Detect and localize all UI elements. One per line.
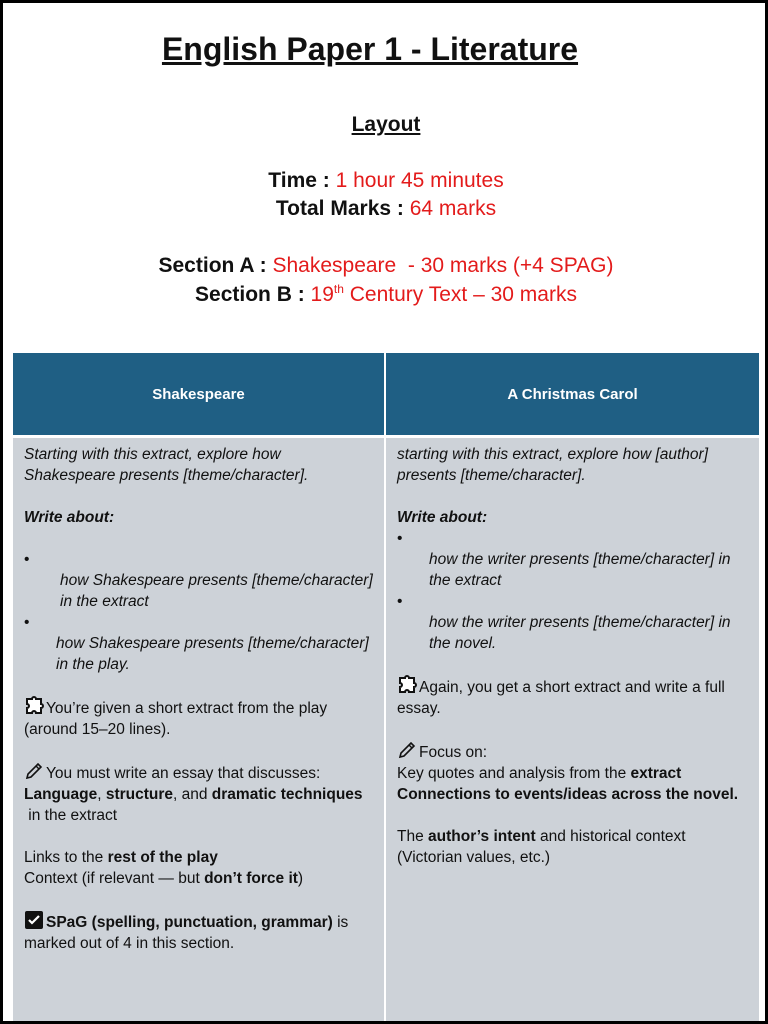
shakespeare-bullet-2: how Shakespeare presents [theme/character] in the play. xyxy=(56,635,369,673)
christmas-carol-cell xyxy=(397,444,753,868)
section-b-number: 19 xyxy=(310,283,334,306)
page-title: English Paper 1 - Literature xyxy=(161,31,579,67)
key-prefix: Key quotes and analysis from the xyxy=(397,765,631,782)
puzzle-text: You’re given a short extract from the play (around 15–20 lines). xyxy=(24,700,328,738)
pencil-text: You must write an essay that discusses: xyxy=(46,765,321,782)
total-marks-label: Total Marks : xyxy=(275,197,404,220)
carol-extract-note xyxy=(397,675,753,719)
context-line xyxy=(24,868,376,889)
context-bold: don’t force it xyxy=(204,870,298,887)
pencil-icon xyxy=(397,740,419,760)
techniques-line xyxy=(24,784,376,826)
shakespeare-cell xyxy=(24,444,376,954)
key-bold: extract xyxy=(630,765,682,782)
checkmark-icon xyxy=(24,910,46,930)
total-marks-value: 64 marks xyxy=(409,197,497,220)
carol-focus xyxy=(397,740,753,763)
section-b-text: Century Text – 30 marks xyxy=(343,283,577,306)
structure-term: structure xyxy=(105,786,174,803)
puzzle-icon xyxy=(397,675,419,695)
spag-note xyxy=(24,910,376,954)
intent-rest: and historical context (Victorian values, etc.) xyxy=(397,828,686,866)
context-prefix: Context (if relevant — but xyxy=(24,870,205,887)
spag-rest: is marked out of 4 in this section. xyxy=(24,914,349,952)
column-divider xyxy=(384,353,386,1023)
section-b-suffix: th xyxy=(333,282,344,296)
dramatic-term: dramatic techniques xyxy=(211,786,363,803)
intent-prefix: The xyxy=(397,828,429,845)
total-marks-line xyxy=(3,197,768,221)
time-line xyxy=(3,169,768,193)
bullet-marker: • xyxy=(397,593,403,610)
carol-bullet-2: how the writer presents [theme/character] in the novel. xyxy=(429,614,731,652)
shakespeare-intro: Starting with this extract, explore how Shakespeare presents [theme/character]. xyxy=(24,446,309,484)
intent-line xyxy=(397,826,753,868)
spag-bold: SPaG (spelling, punctuation, grammar) xyxy=(46,914,333,931)
language-term: Language xyxy=(24,786,98,803)
shakespeare-essay-note xyxy=(24,761,376,784)
puzzle-text: Again, you get a short extract and write a full essay. xyxy=(397,679,725,717)
intent-bold: author’s intent xyxy=(428,828,536,845)
time-label: Time : xyxy=(268,169,330,192)
bullet-marker: • xyxy=(397,530,403,547)
comparison-table xyxy=(13,353,759,1023)
pencil-icon xyxy=(24,761,46,781)
techniques-suffix: in the extract xyxy=(24,807,118,824)
shakespeare-write-about: Write about: xyxy=(24,509,115,526)
bullet-marker: • xyxy=(24,551,30,568)
links-bold: rest of the play xyxy=(107,849,218,866)
section-b-line xyxy=(3,282,768,307)
context-suffix: ) xyxy=(297,870,304,887)
key-quotes-line xyxy=(397,763,753,784)
links-line xyxy=(24,847,376,868)
bullet-marker: • xyxy=(24,614,30,631)
layout-heading: Layout xyxy=(351,113,421,136)
section-a-line xyxy=(3,254,768,278)
carol-bullet-1: how the writer presents [theme/character] in the extract xyxy=(429,551,731,589)
shakespeare-bullet-1: how Shakespeare presents [theme/character] in the extract xyxy=(60,572,373,610)
header-shakespeare: Shakespeare xyxy=(13,353,384,435)
header-christmas-carol: A Christmas Carol xyxy=(386,353,759,435)
focus-label: Focus on: xyxy=(419,744,488,761)
section-b-label: Section B : xyxy=(195,283,305,306)
carol-intro: starting with this extract, explore how [author] presents [theme/character]. xyxy=(397,446,709,484)
separator: , and xyxy=(173,786,212,803)
links-prefix: Links to the xyxy=(24,849,108,866)
carol-write-about: Write about: xyxy=(397,509,488,526)
separator: , xyxy=(97,786,106,803)
shakespeare-extract-note xyxy=(24,696,376,740)
header-divider xyxy=(13,435,759,438)
puzzle-icon xyxy=(24,696,46,716)
connections-line: Connections to events/ideas across the novel. xyxy=(397,786,739,803)
time-value: 1 hour 45 minutes xyxy=(335,169,504,192)
section-a-value: Shakespeare - 30 marks (+4 SPAG) xyxy=(272,254,614,277)
section-b-value xyxy=(311,283,577,306)
section-a-label: Section A : xyxy=(158,254,267,277)
